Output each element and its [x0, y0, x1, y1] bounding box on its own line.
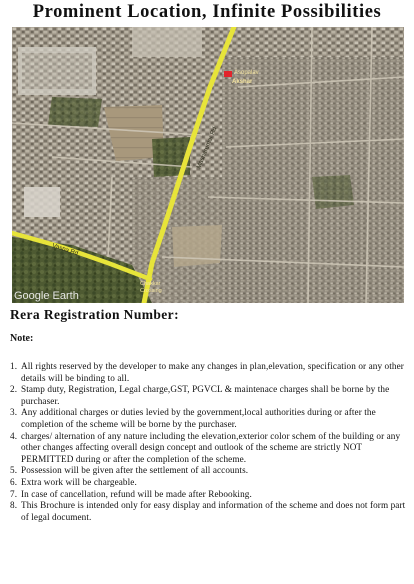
project-marker [224, 71, 232, 77]
item-number: 5. [10, 465, 18, 476]
open-plot-s [172, 225, 222, 267]
label-project-line2: Akshar [232, 79, 253, 85]
page-title: Prominent Location, Infinite Possibilities [32, 2, 382, 22]
vegetation-w [48, 97, 102, 127]
list-item [10, 361, 410, 384]
item-number: 2. [10, 384, 18, 395]
item-number: 7. [10, 488, 18, 499]
item-number: 3. [10, 407, 18, 418]
item-text: This Brochure is intended only for easy display and information of the scheme and does not form part of legal document. [21, 500, 406, 522]
list-item [10, 431, 410, 466]
terms-list [10, 361, 410, 523]
list-item [10, 407, 410, 430]
item-text: charges/ alternation of any nature including the elevation,exterior color schem of the building or any other changes affecting overall design concept and outlook of the scheme are strictly NOT PERMITTED during or after the completion of the scheme. [21, 430, 401, 464]
item-number: 1. [10, 361, 18, 371]
housing-colony-n [132, 27, 202, 57]
item-text: Possession will be given after the settlement of all accounts. [21, 465, 249, 476]
label-project-line1: Asopalav [234, 70, 259, 76]
item-text: Any additional charges or duties levied by the government,local authorities during or after the completion of the scheme will be borne by the purchaser. [21, 407, 376, 429]
item-number: 8. [10, 500, 18, 511]
label-road-left: Vasna Rd [51, 242, 79, 258]
item-text: All rights reserved by the developer to make any changes in plan,elevation, specification or any other details will be binding to all. [21, 361, 404, 383]
list-item [10, 465, 410, 477]
light-block-w [24, 187, 60, 217]
item-text: In case of cancellation, refund will be made after Rebooking. [21, 488, 252, 499]
vegetation-e [312, 175, 354, 209]
list-item [10, 384, 410, 407]
label-junction-line2: Crossing [140, 288, 162, 294]
rera-registration-label: Rera Registration Number: [10, 307, 179, 322]
satellite-map [12, 27, 404, 303]
list-item [10, 500, 410, 523]
list-item [10, 489, 410, 501]
item-text: Extra work will be chargeable. [21, 476, 137, 487]
google-earth-watermark: Google Earth [14, 290, 79, 302]
notes-heading: Note: [10, 333, 34, 344]
item-number: 6. [10, 476, 18, 487]
label-road-main: Masharumar Rd [195, 125, 219, 170]
item-number: 4. [10, 430, 18, 441]
map-canvas [12, 27, 404, 303]
item-text: Stamp duty, Registration, Legal charge,GST, PGVCL & maintenace charges shall be borne by the purchaser. [21, 384, 390, 406]
label-junction-line1: Chakkar [140, 281, 161, 287]
list-item [10, 477, 410, 489]
